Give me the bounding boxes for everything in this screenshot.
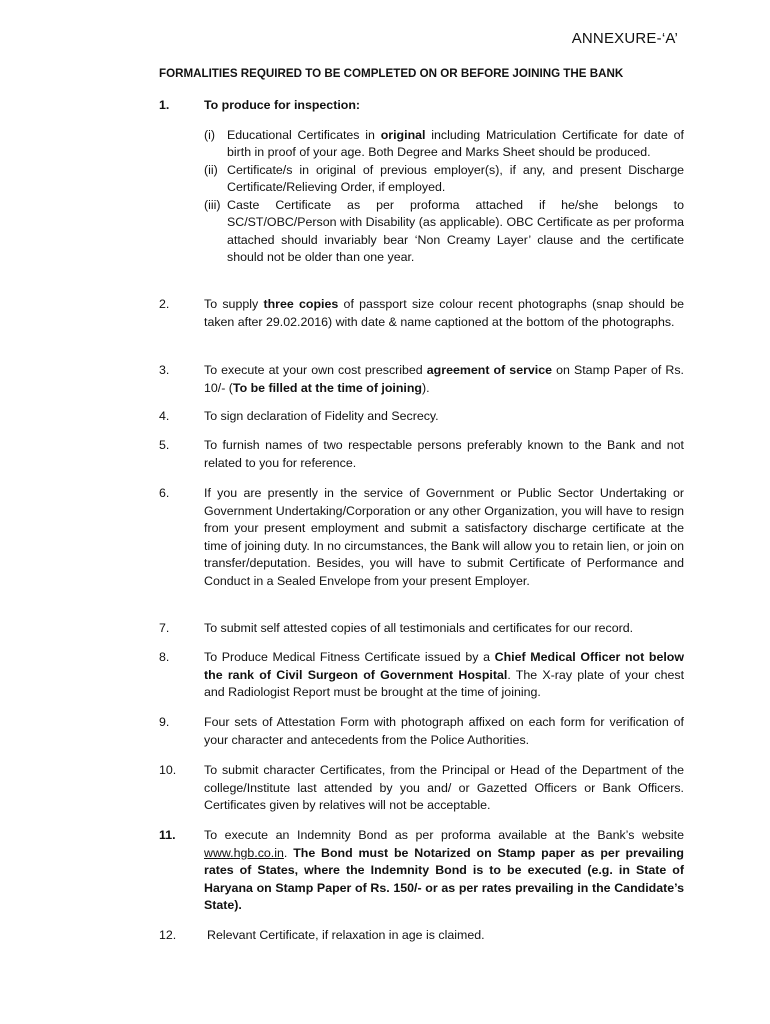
sub-item-text: including Matriculation Certificate for date of birth in proof of your age. Both Degree and Marks Sheet should be produced.	[227, 127, 684, 159]
list-item-5	[159, 437, 684, 472]
item-text: To sign declaration of Fidelity and Secrecy.	[204, 409, 439, 423]
item-text-part: on Stamp Paper of Rs. 10/- (	[204, 363, 685, 395]
item-text: Four sets of Attestation Form with photograph affixed on each form for verification of your character and antecedents from the Police Authorities.	[204, 715, 684, 747]
list-item-9	[159, 714, 684, 749]
list-item-7	[159, 620, 684, 638]
item-text-part: To execute an Indemnity Bond as per proforma available at the Bank’s website	[204, 828, 684, 842]
item-1-title: To produce for inspection:	[204, 98, 361, 112]
item-number: 3.	[159, 363, 170, 377]
item-text	[204, 362, 684, 397]
annexure-label: ANNEXURE-‘A’	[571, 30, 678, 47]
item-text	[204, 296, 684, 331]
item-number: 5.	[159, 438, 170, 452]
item-text-bold: To be filled at the time of joining	[232, 380, 422, 395]
list-item-10	[159, 762, 684, 815]
list-item-2	[159, 296, 684, 331]
item-number: 8.	[159, 650, 170, 664]
sub-item-roman: (i)	[204, 127, 216, 142]
item-text-part: To Produce Medical Fitness Certificate issued by a	[204, 650, 495, 664]
sub-item-ii	[204, 162, 684, 197]
item-text-bold: agreement of service	[426, 363, 553, 377]
item-number: 4.	[159, 409, 170, 423]
sub-item-iii	[204, 197, 684, 267]
sub-item-text: Caste Certificate as per proforma attached if he/she belongs to SC/ST/OBC/Person with Disability (as applicable). OBC Certificate as per proforma attached should invariably bear ‘Non Creamy Layer’ clause and the certificate should not be older than one year.	[227, 197, 684, 264]
sub-item-text: Educational Certificates in	[227, 127, 381, 142]
item-text: To furnish names of two respectable persons preferably known to the Bank and not related to you for reference.	[204, 438, 684, 470]
item-text	[204, 649, 684, 702]
list-item-1	[159, 97, 684, 267]
item-text-part: .	[283, 845, 294, 860]
page-title: FORMALITIES REQUIRED TO BE COMPLETED ON OR BEFORE JOINING THE BANK	[159, 67, 624, 80]
item-text-part: To supply	[204, 297, 264, 311]
list-item-4	[159, 408, 684, 426]
item-number: 12.	[159, 928, 177, 942]
item-text: If you are presently in the service of Government or Public Sector Undertaking or Government Undertaking/Corporation or any other Organization, you will have to resign from your present employment and submit a satisfactory discharge certificate at the time of joining duty. In no circumstances, the Bank will allow you to retain lien, or join on transfer/deputation. Besides, you will have to submit Certificate of Performance and Conduct in a Sealed Envelope from your present Employer.	[204, 486, 684, 588]
item-number: 6.	[159, 486, 170, 500]
item-number: 10.	[159, 763, 177, 777]
item-text	[204, 97, 684, 267]
item-text-bold: three copies	[263, 297, 339, 311]
sub-item-text: Certificate/s in original of previous employer(s), if any, and present Discharge Certificate/Relieving Order, if employed.	[227, 162, 684, 194]
item-text: To submit self attested copies of all testimonials and certificates for our record.	[204, 621, 634, 635]
item-text-part: To execute at your own cost prescribed	[204, 363, 427, 377]
list-item-11	[159, 827, 684, 915]
item-number: 11.	[159, 828, 176, 842]
item-text: Relevant Certificate, if relaxation in age is claimed.	[207, 928, 485, 942]
item-number: 7.	[159, 621, 170, 635]
item-text-part: . The X-ray plate of your chest and Radiologist Report must be brought at the time of joining.	[204, 667, 685, 699]
list-item-3	[159, 362, 684, 397]
item-number: 1.	[159, 98, 170, 112]
list-item-8	[159, 649, 684, 702]
item-text: To submit character Certificates, from the Principal or Head of the Department of the college/Institute last attended by you and/ or Gazetted Officers or Bank Officers. Certificates given by relatives will not be acceptable.	[204, 763, 684, 812]
item-text-part: of passport size colour recent photographs (snap should be taken after 29.02.2016) with date & name captioned at the bottom of the photographs.	[204, 297, 684, 329]
item-text-bold: The Bond must be Notarized on Stamp paper as per prevailing rates of States, where the Indemnity Bond is to be executed (e.g. in State of Haryana on Stamp Paper of Rs. 150/- or as per rates prevailing in the Candidate’s State).	[204, 845, 685, 912]
website-link[interactable]: www.hgb.co.in	[204, 845, 284, 860]
item-text-bold: Chief Medical Officer not below the rank of Civil Surgeon of Government Hospital	[204, 650, 684, 682]
sub-item-i	[204, 127, 684, 162]
item-number: 9.	[159, 715, 170, 729]
item-text	[204, 827, 684, 915]
item-number: 2.	[159, 297, 170, 311]
sub-item-roman: (ii)	[204, 162, 218, 177]
sub-item-roman: (iii)	[204, 197, 221, 212]
list-item-12	[159, 927, 684, 945]
list-item-6	[159, 485, 684, 590]
sub-item-bold: original	[380, 127, 426, 142]
item-text-part: ).	[422, 380, 430, 395]
